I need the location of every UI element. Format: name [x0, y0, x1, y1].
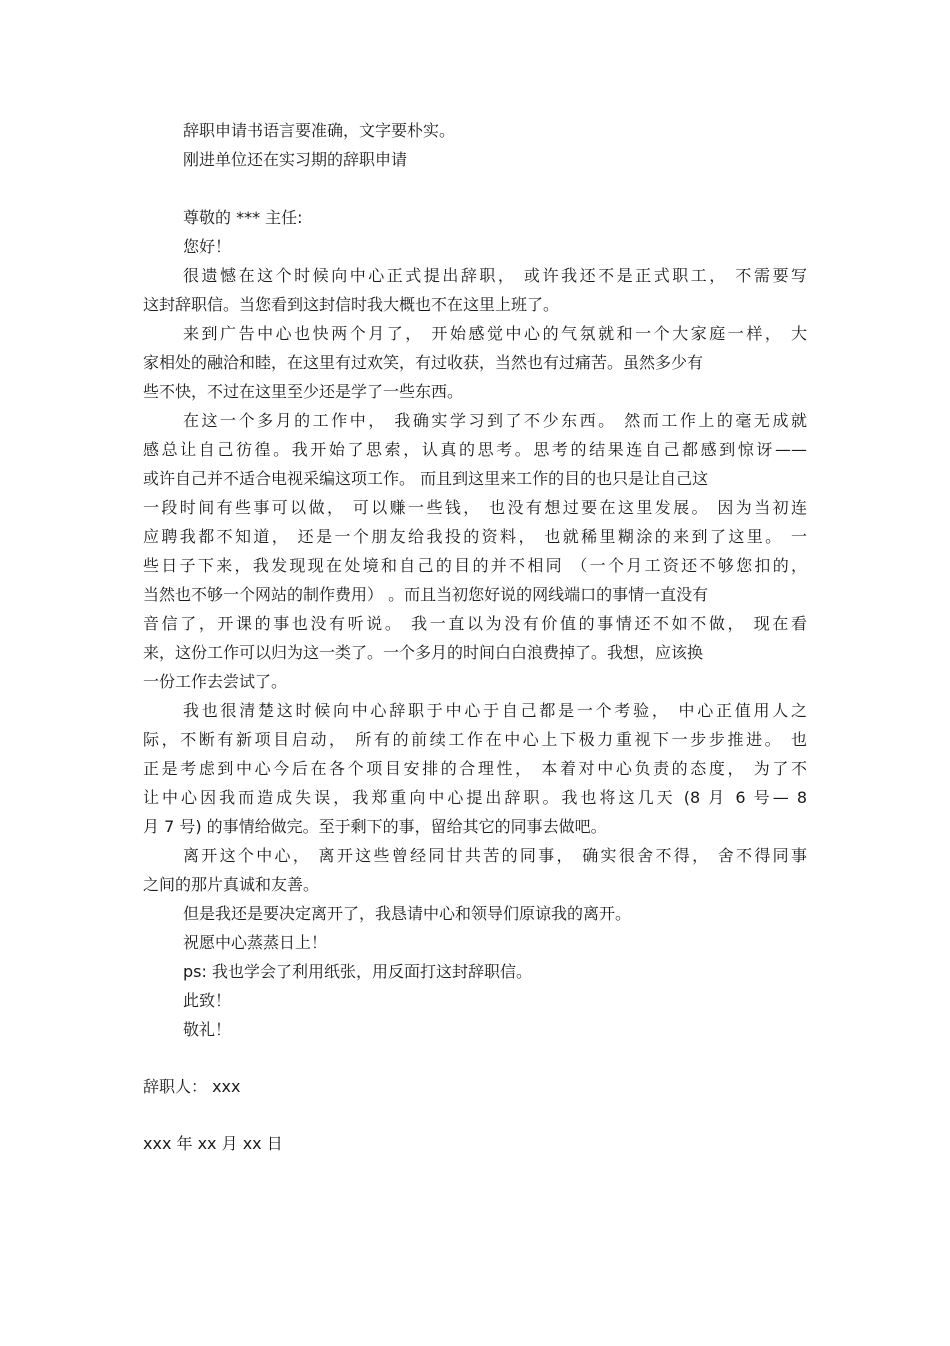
text-line: 来，这份工作可以归为这一类了。一个多月的时间白白浪费掉了。我想，应该换 [143, 643, 704, 662]
text-line: 但是我还是要决定离开了，我恳请中心和领导们原谅我的离开。 [183, 904, 632, 923]
text-line: 祝愿中心蒸蒸日上！ [183, 933, 328, 952]
text-line: 我也很清楚这时候向中心辞职于中心于自己都是一个考验， 中心正值用人之 [183, 701, 807, 720]
text-line: 月 7 号) 的事情给做完。至于剩下的事，留给其它的同事去做吧。 [143, 817, 607, 836]
text-line: 一段时间有些事可以做， 可以赚一些钱， 也没有想过要在这里发展。 因为当初连 [143, 498, 807, 517]
text-line: 际，不断有新项目启动， 所有的前续工作在中心上下极力重视下一步步推进。 也 [143, 730, 807, 749]
text-line: 离开这个中心， 离开这些曾经同甘共苦的同事， 确实很舍不得， 舍不得同事 [183, 846, 807, 865]
text-line: 应聘我都不知道， 还是一个朋友给我投的资料， 也就稀里糊涂的来到了这里。 一 [143, 527, 807, 546]
text-line: 些不快，不过在这里至少还是学了一些东西。 [143, 382, 464, 401]
text-line: 音信了，开课的事也没有听说。 我一直以为没有价值的事情还不如不做， 现在看 [143, 614, 807, 633]
text-line: 家相处的融洽和睦，在这里有过欢笑，有过收获，当然也有过痛苦。虽然多少有 [143, 353, 704, 372]
signature: 辞职人： xxx [143, 1077, 241, 1096]
text-line: 让中心因我而造成失误，我郑重向中心提出辞职。我也将这几天 (8 月 6 号— 8 [143, 788, 807, 807]
date: xxx 年 xx 月 xx 日 [143, 1134, 283, 1153]
greeting: 您好！ [183, 237, 232, 256]
text-line: 些日子下来，我发现现在处境和自己的目的并不相同 （一个月工资还不够您扣的， [143, 556, 807, 575]
text-line: 之间的那片真诚和友善。 [143, 875, 320, 894]
text-line: 一份工作去尝试了。 [143, 672, 288, 691]
text-line: 正是考虑到中心今后在各个项目安排的合理性， 本着对中心负责的态度， 为了不 [143, 759, 807, 778]
text-line: 刚进单位还在实习期的辞职申请 [183, 150, 408, 169]
text-line: 辞职申请书语言要准确，文字要朴实。 [183, 121, 456, 140]
text-line: 来到广告中心也快两个月了， 开始感觉中心的气氛就和一个大家庭一样， 大 [183, 324, 807, 343]
text-line: 在这一个多月的工作中， 我确实学习到了不少东西。 然而工作上的毫无成就 [183, 411, 807, 430]
closing-line: 敬礼！ [183, 1020, 232, 1039]
text-line: 很遗憾在这个时候向中心正式提出辞职， 或许我还不是正式职工， 不需要写 [183, 266, 807, 285]
text-line: ps: 我也学会了利用纸张，用反面打这封辞职信。 [183, 962, 532, 981]
text-line: 感总让自己彷徨。我开始了思索，认真的思考。思考的结果连自己都感到惊讶—— [143, 440, 807, 459]
text-line: 或许自己并不适合电视采编这项工作。 而且到这里来工作的目的也只是让自己这 [143, 469, 709, 488]
closing-line: 此致！ [183, 991, 232, 1010]
salutation: 尊敬的 *** 主任: [183, 208, 303, 227]
text-line: 当然也不够一个网站的制作费用） 。而且当初您好说的网线端口的事情一直没有 [143, 585, 709, 604]
text-line: 这封辞职信。当您看到这封信时我大概也不在这里上班了。 [143, 295, 560, 314]
